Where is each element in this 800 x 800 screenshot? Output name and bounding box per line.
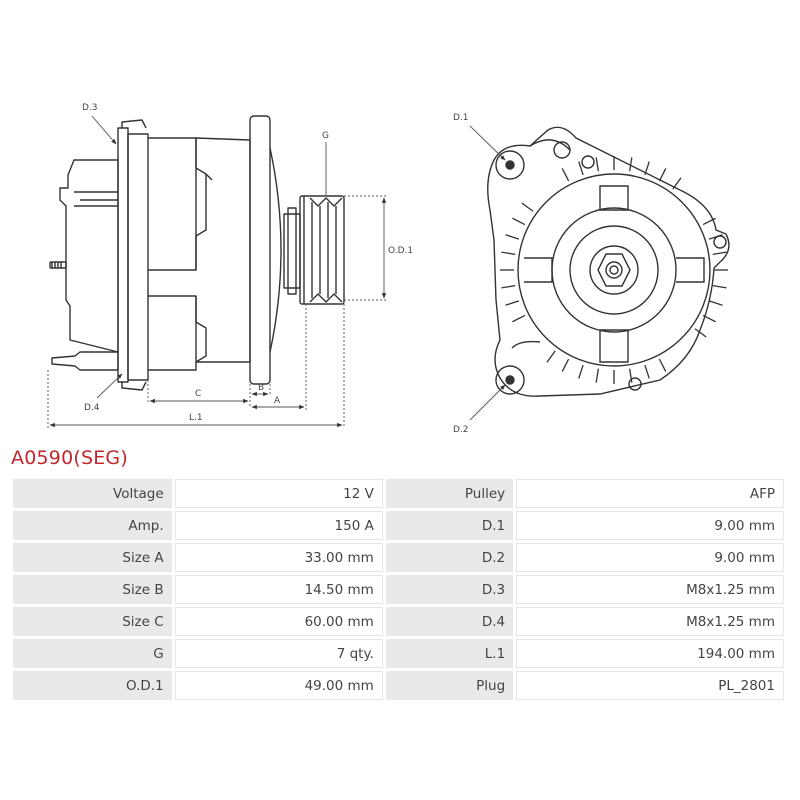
spec-label: Plug	[386, 671, 513, 700]
cooling-slot	[562, 168, 568, 180]
spec-label: Pulley	[386, 479, 513, 508]
spec-value: 7 qty.	[175, 639, 383, 668]
label-d1: D.1	[453, 113, 469, 123]
spec-value: AFP	[516, 479, 784, 508]
cooling-slot	[562, 359, 568, 371]
specs-table	[10, 476, 787, 703]
spec-value: 9.00 mm	[516, 543, 784, 572]
cooling-slot	[512, 315, 524, 321]
cooling-slot	[506, 301, 519, 305]
label-d2: D.2	[453, 425, 469, 435]
cooling-slot	[673, 178, 681, 189]
part-number-title: A0590(SEG)	[11, 447, 128, 469]
dimension-lines	[48, 116, 388, 428]
label-a: A	[274, 396, 281, 406]
cooling-slot	[713, 286, 727, 288]
cooling-slot	[501, 252, 515, 254]
spec-label: Size C	[13, 607, 172, 636]
side-view	[50, 116, 344, 390]
spec-label: D.3	[386, 575, 513, 604]
cooling-slot	[522, 203, 533, 211]
spec-row	[13, 639, 784, 668]
spec-row	[13, 671, 784, 700]
spec-label: D.2	[386, 543, 513, 572]
label-od1: O.D.1	[388, 246, 414, 256]
label-d3: D.3	[82, 103, 98, 113]
spec-row	[13, 607, 784, 636]
spec-row	[13, 543, 784, 572]
spec-value: 194.00 mm	[516, 639, 784, 668]
spec-value: 49.00 mm	[175, 671, 383, 700]
spec-label: O.D.1	[13, 671, 172, 700]
cooling-slot	[709, 301, 722, 305]
label-c: C	[195, 389, 202, 399]
cooling-slot	[645, 365, 649, 378]
label-b: B	[258, 383, 265, 393]
front-view-cooling-slots	[500, 156, 728, 384]
cooling-slot	[659, 168, 665, 180]
spec-label: G	[13, 639, 172, 668]
spec-value: 9.00 mm	[516, 511, 784, 540]
label-l1: L.1	[189, 413, 203, 423]
cooling-slot	[596, 369, 598, 383]
cooling-slot	[547, 351, 555, 362]
spec-label: Size B	[13, 575, 172, 604]
spec-value: 14.50 mm	[175, 575, 383, 604]
cooling-slot	[512, 218, 524, 224]
spec-row	[13, 575, 784, 604]
spec-label: D.1	[386, 511, 513, 540]
cooling-slot	[713, 252, 727, 254]
spec-label: L.1	[386, 639, 513, 668]
cooling-slot	[501, 286, 515, 288]
spec-value: 12 V	[175, 479, 383, 508]
spec-value: 60.00 mm	[175, 607, 383, 636]
label-d4: D.4	[84, 403, 100, 413]
spec-value: 150 A	[175, 511, 383, 540]
front-view	[488, 127, 729, 396]
spec-value: PL_2801	[516, 671, 784, 700]
spec-value: 33.00 mm	[175, 543, 383, 572]
spec-row	[13, 479, 784, 508]
cooling-slot	[703, 315, 715, 321]
label-g: G	[322, 131, 329, 141]
spec-value: M8x1.25 mm	[516, 575, 784, 604]
spec-label: D.4	[386, 607, 513, 636]
cooling-slot	[659, 359, 665, 371]
spec-label: Size A	[13, 543, 172, 572]
spec-label: Amp.	[13, 511, 172, 540]
spec-row	[13, 511, 784, 540]
spec-value: M8x1.25 mm	[516, 607, 784, 636]
spec-label: Voltage	[13, 479, 172, 508]
cooling-slot	[506, 235, 519, 239]
cooling-slot	[596, 157, 598, 171]
cooling-slot	[579, 365, 583, 378]
